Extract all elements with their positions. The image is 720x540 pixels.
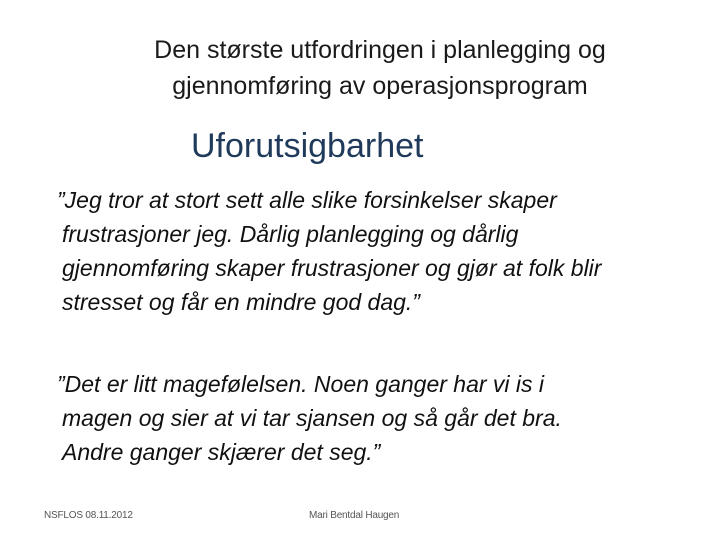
footer-author-label: Mari Bentdal Haugen xyxy=(309,510,400,521)
quote-line: Andre ganger skjærer det seg.” xyxy=(62,439,381,465)
slide-title-line: gjennomføring av operasjonsprogram xyxy=(172,72,588,100)
quote-line: magen og sier at vi tar sjansen og så går det bra. xyxy=(62,405,562,431)
footer-date-label: NSFLOS 08.11.2012 xyxy=(44,510,133,521)
slide-title xyxy=(60,32,700,104)
quote-line: gjennomføring skaper frustrasjoner og gjør at folk blir xyxy=(62,255,602,281)
quote-block xyxy=(57,183,602,319)
quote-line: ”Det er litt magefølelsen. Noen ganger har vi is i xyxy=(57,371,545,397)
quote-block xyxy=(57,367,562,469)
quote-line: frustrasjoner jeg. Dårlig planlegging og dårlig xyxy=(62,221,519,247)
quote-line: ”Jeg tror at stort sett alle slike forsinkelser skaper xyxy=(57,187,557,213)
quote-line: stresset og får en mindre god dag.” xyxy=(62,289,420,315)
slide-subtitle: Uforutsigbarhet xyxy=(191,127,424,165)
slide-title-line: Den største utfordringen i planlegging og xyxy=(154,36,606,64)
